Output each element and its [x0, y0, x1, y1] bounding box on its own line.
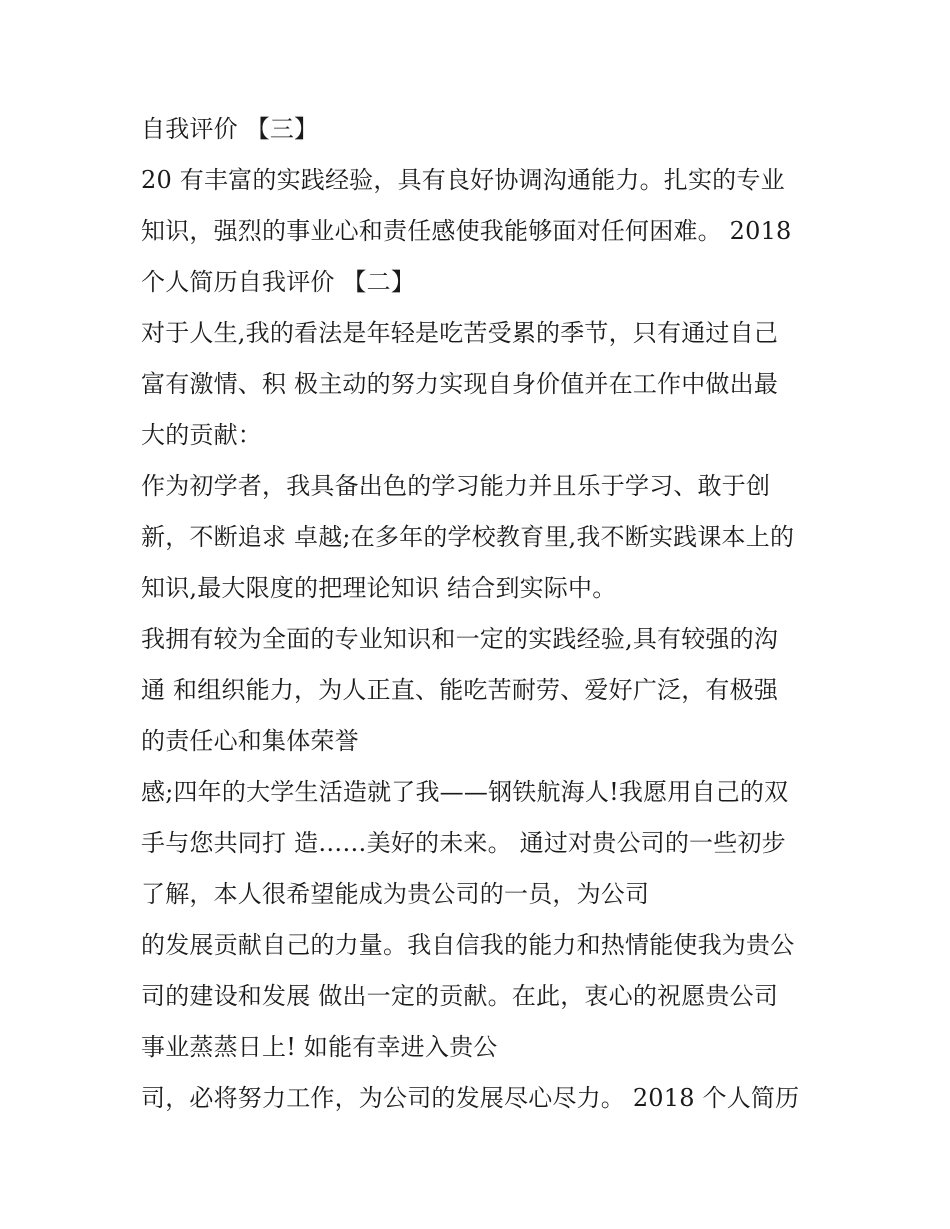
text-line: 司，必将努力工作，为公司的发展尽心尽力。 2018 个人简历 [141, 1084, 800, 1112]
text-line: 了解，本人很希望能成为贵公司的一员，为公司 [141, 880, 650, 908]
text-line: 通 和组织能力，为人正直、能吃苦耐劳、爱好广泛，有极强 [141, 676, 779, 704]
text-line: 的发展贡献自己的力量。我自信我的能力和热情能使我为贵公 [141, 931, 795, 959]
text-line: 大的贡献： [141, 421, 262, 449]
heading-self-evaluation-2: 个人简历自我评价 【二】 [141, 268, 416, 296]
text-line: 知识，强烈的事业心和责任感使我能够面对任何困难。 2018 [141, 217, 792, 245]
heading-self-evaluation-3: 自我评价 【三】 [141, 115, 319, 143]
text-line: 20 有丰富的实践经验，具有良好协调沟通能力。扎实的专业 [141, 166, 785, 194]
text-line: 新，不断追求 卓越;在多年的学校教育里,我不断实践课本上的 [141, 523, 795, 551]
text-line: 富有激情、积 极主动的努力实现自身价值并在工作中做出最 [141, 370, 779, 398]
text-line: 事业蒸蒸日上! 如能有幸进入贵公 [141, 1033, 498, 1061]
text-line: 司的建设和发展 做出一定的贡献。在此，衷心的祝愿贵公司 [141, 982, 779, 1010]
text-line: 手与您共同打 造……美好的未来。 通过对贵公司的一些初步 [141, 829, 786, 857]
text-line: 我拥有较为全面的专业知识和一定的实践经验,具有较强的沟 [141, 625, 779, 653]
text-line: 的责任心和集体荣誉 [141, 727, 359, 755]
document-body [141, 104, 821, 1124]
text-line: 知识,最大限度的把理论知识 结合到实际中。 [141, 574, 617, 602]
text-line: 对于人生,我的看法是年轻是吃苦受累的季节，只有通过自己 [141, 319, 779, 347]
text-line: 作为初学者，我具备出色的学习能力并且乐于学习、敢于创 [141, 472, 771, 500]
text-line: 感;四年的大学生活造就了我——钢铁航海人!我愿用自己的双 [141, 778, 789, 806]
